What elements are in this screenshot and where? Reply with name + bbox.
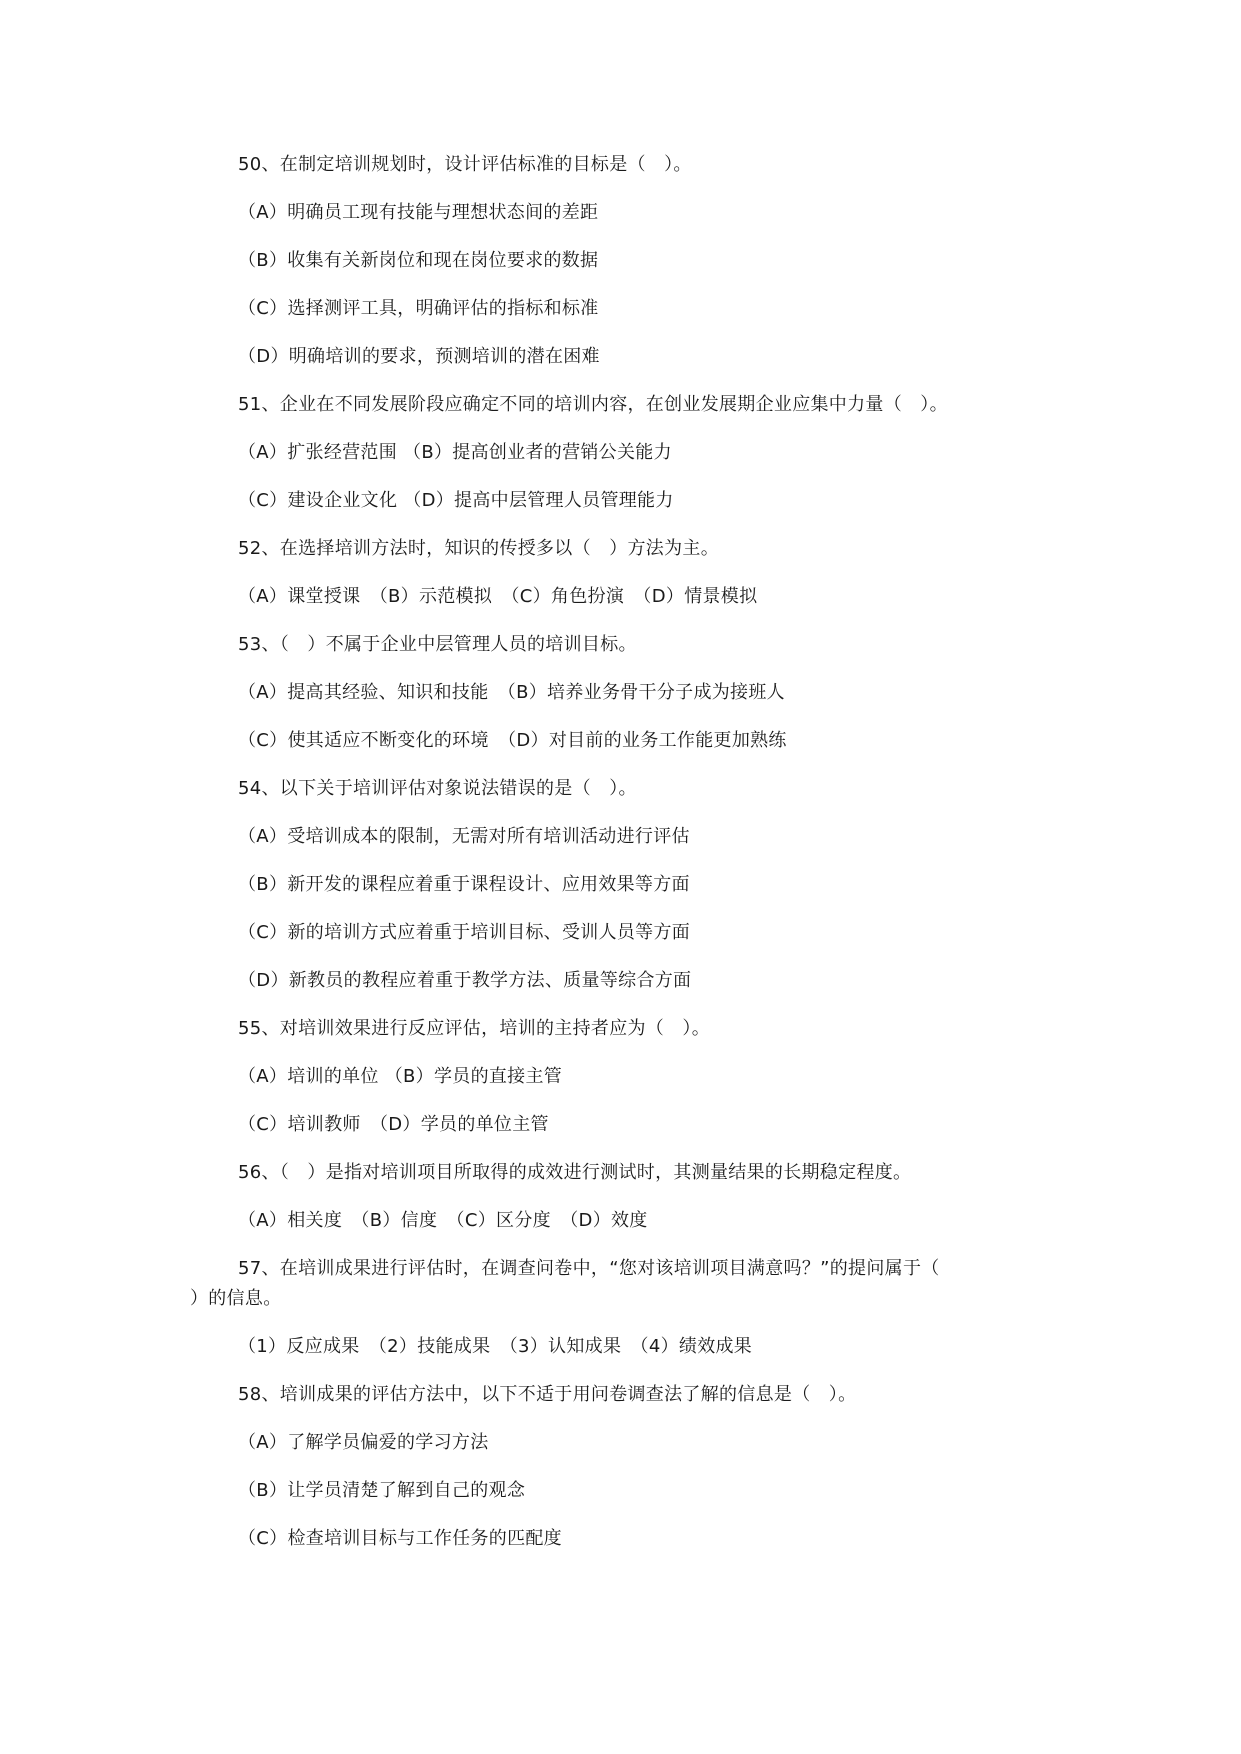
question-51: 51、企业在不同发展阶段应确定不同的培训内容，在创业发展期企业应集中力量（ ）。: [238, 394, 948, 415]
options-53-ab: （A）提高其经验、知识和技能 （B）培养业务骨干分子成为接班人: [238, 682, 785, 703]
option-50-d: （D）明确培训的要求，预测培训的潜在困难: [238, 346, 600, 367]
options-56: （A）相关度 （B）信度 （C）区分度 （D）效度: [238, 1210, 648, 1231]
options-51-ab: （A）扩张经营范围 （B）提高创业者的营销公关能力: [238, 442, 672, 463]
option-50-a: （A）明确员工现有技能与理想状态间的差距: [238, 202, 599, 223]
option-54-c: （C）新的培训方式应着重于培训目标、受训人员等方面: [238, 922, 691, 943]
option-58-a: （A）了解学员偏爱的学习方法: [238, 1432, 489, 1453]
question-56: 56、（ ）是指对培训项目所取得的成效进行测试时，其测量结果的长期稳定程度。: [238, 1162, 912, 1183]
option-58-c: （C）检查培训目标与工作任务的匹配度: [238, 1528, 562, 1549]
question-57-continued: ）的信息。: [190, 1288, 282, 1309]
question-57: 57、在培训成果进行评估时，在调查问卷中，“您对该培训项目满意吗？”的提问属于（: [238, 1258, 940, 1279]
options-51-cd: （C）建设企业文化 （D）提高中层管理人员管理能力: [238, 490, 674, 511]
question-58: 58、培训成果的评估方法中，以下不适于用问卷调查法了解的信息是（ ）。: [238, 1384, 857, 1405]
options-57: （1）反应成果 （2）技能成果 （3）认知成果 （4）绩效成果: [238, 1336, 753, 1357]
option-50-c: （C）选择测评工具，明确评估的指标和标准: [238, 298, 599, 319]
option-50-b: （B）收集有关新岗位和现在岗位要求的数据: [238, 250, 599, 271]
option-54-a: （A）受培训成本的限制，无需对所有培训活动进行评估: [238, 826, 690, 847]
question-52: 52、在选择培训方法时，知识的传授多以（ ）方法为主。: [238, 538, 720, 559]
options-55-cd: （C）培训教师 （D）学员的单位主管: [238, 1114, 549, 1135]
question-55: 55、对培训效果进行反应评估，培训的主持者应为（ ）。: [238, 1018, 711, 1039]
question-50: 50、在制定培训规划时，设计评估标准的目标是（ ）。: [238, 154, 692, 175]
option-54-b: （B）新开发的课程应着重于课程设计、应用效果等方面: [238, 874, 690, 895]
option-54-d: （D）新教员的教程应着重于教学方法、质量等综合方面: [238, 970, 692, 991]
option-58-b: （B）让学员清楚了解到自己的观念: [238, 1480, 526, 1501]
question-54: 54、以下关于培训评估对象说法错误的是（ ）。: [238, 778, 637, 799]
options-53-cd: （C）使其适应不断变化的环境 （D）对目前的业务工作能更加熟练: [238, 730, 787, 751]
options-52: （A）课堂授课 （B）示范模拟 （C）角色扮演 （D）情景模拟: [238, 586, 758, 607]
question-53: 53、（ ）不属于企业中层管理人员的培训目标。: [238, 634, 637, 655]
options-55-ab: （A）培训的单位 （B）学员的直接主管: [238, 1066, 563, 1087]
